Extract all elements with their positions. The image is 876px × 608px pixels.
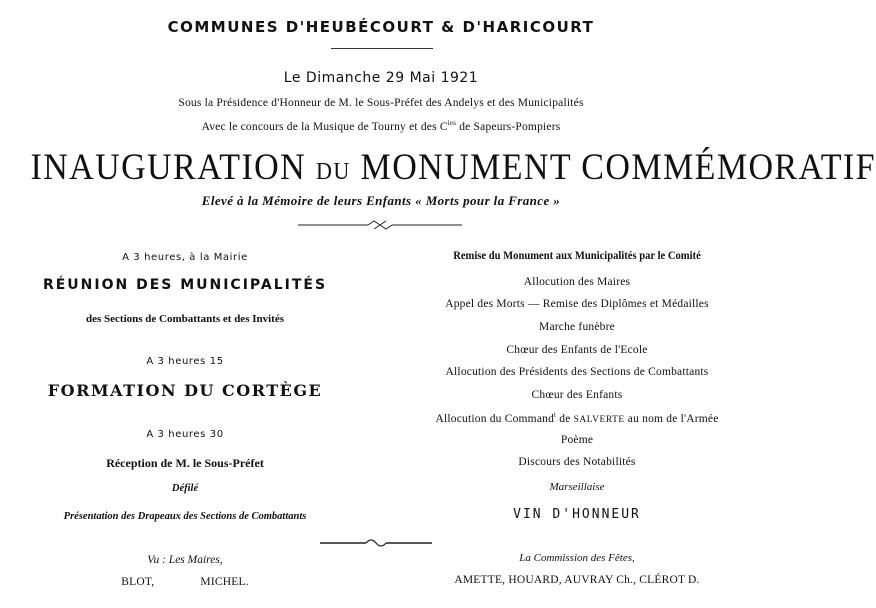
main-title-du: DU	[315, 159, 351, 185]
program-item: Marche funèbre	[539, 321, 615, 333]
main-title	[30, 146, 876, 189]
time-3h30: A 3 heures 30	[146, 429, 224, 440]
vin-d-honneur: VIN D'HONNEUR	[513, 507, 641, 522]
remise-heading: Remise du Monument aux Municipalités par le Comité	[453, 250, 701, 262]
event-date: Le Dimanche 29 Mai 1921	[283, 70, 479, 86]
maires-signatures: BLOT, MICHEL.	[121, 576, 249, 588]
cortege-heading: FORMATION DU CORTÈGE	[47, 381, 323, 400]
program-item: Appel des Morts — Remise des Diplômes et Médailles	[445, 298, 709, 310]
reception-heading: Réception de M. le Sous-Préfet	[106, 456, 264, 470]
header-divider	[331, 48, 433, 49]
vu-les-maires: Vu : Les Maires,	[147, 554, 223, 566]
presidence-line: Sous la Présidence d'Honneur de M. le Sous-Préfet des Andelys et des Municipalités	[178, 97, 584, 109]
program-item: Poème	[560, 434, 594, 446]
marseillaise: Marseillaise	[549, 481, 605, 493]
ornament-divider-icon	[320, 537, 432, 549]
program-item: Allocution des Présidents des Sections de Combattants	[445, 366, 709, 378]
time-3h15: A 3 heures 15	[146, 356, 224, 367]
commission-signatures: AMETTE, HOUARD, AUVRAY Ch., CLÉROT D.	[454, 574, 700, 586]
main-title-part2: MONUMENT COMMÉMORATIF	[360, 147, 876, 188]
presentation-text: Présentation des Drapeaux des Sections de Combattants	[63, 511, 307, 522]
program-item: Chœur des Enfants de l'Ecole	[506, 344, 648, 356]
defile-text: Défilé	[171, 483, 199, 494]
subtitle: Elevé à la Mémoire de leurs Enfants « Morts pour la France »	[201, 193, 561, 208]
program-item: Allocution du Command$^t$ de SALVERTE au nom de l'Armée	[435, 411, 719, 425]
program-item: Discours des Notabilités	[518, 456, 636, 468]
commission-des-fetes: La Commission des Fêtes,	[519, 552, 635, 564]
reunion-sub: des Sections de Combattants et des Invités	[86, 313, 284, 325]
time-3h: A 3 heures, à la Mairie	[122, 252, 248, 263]
program-item: Allocution des Maires	[523, 276, 631, 288]
concours-line: Avec le concours de la Musique de Tourny et des $C^{ies}$ de Sapeurs-Pompiers	[201, 119, 561, 133]
main-title-part1: INAUGURATION	[30, 147, 307, 188]
communes-title: COMMUNES D'HEUBÉCOURT & D'HARICOURT	[167, 18, 595, 36]
reunion-heading: RÉUNION DES MUNICIPALITÉS	[42, 277, 328, 293]
program-item: Chœur des Enfants	[531, 389, 623, 401]
ornament-divider-icon	[298, 219, 462, 231]
